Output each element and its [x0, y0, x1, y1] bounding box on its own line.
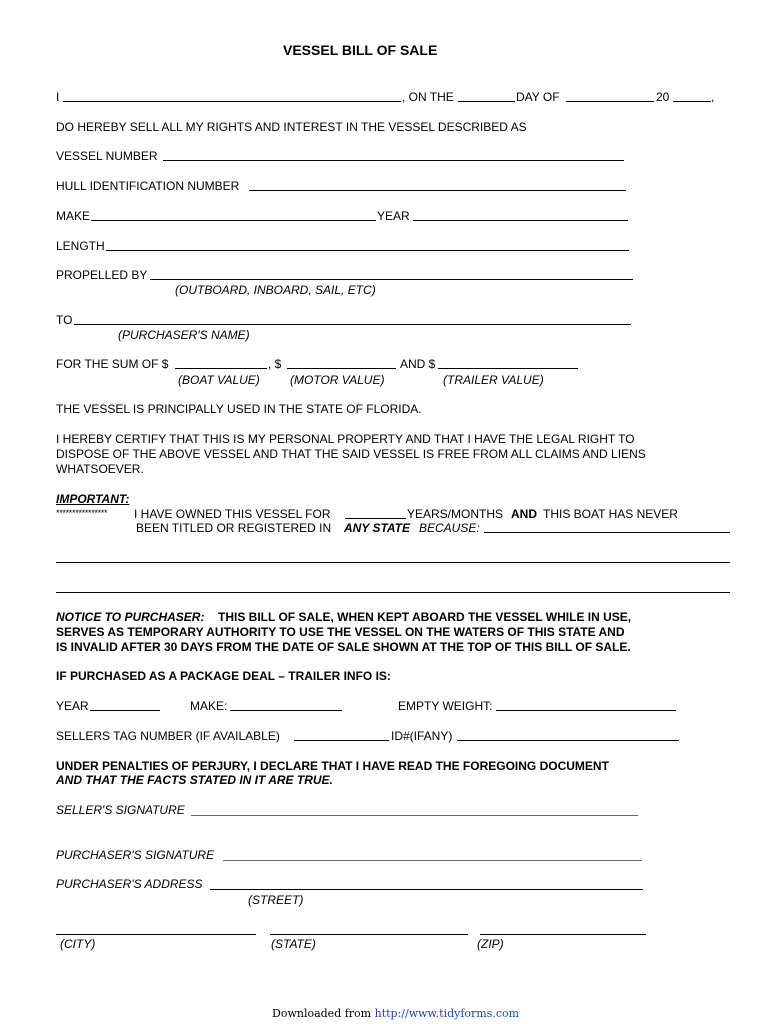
- propelled-by-label: PROPELLED BY: [56, 268, 148, 282]
- years-months-label: YEARS/MONTHS: [407, 507, 504, 521]
- any-state-label: ANY STATE: [344, 521, 411, 535]
- certify-line-3: WHATSOEVER.: [56, 462, 144, 476]
- year-prefix: 20: [656, 90, 670, 104]
- boat-value-line[interactable]: [175, 368, 267, 369]
- page-title: VESSEL BILL OF SALE: [283, 42, 438, 58]
- seller-prefix: I: [56, 90, 60, 104]
- street-hint: (STREET): [248, 893, 304, 907]
- perjury-line-2: AND THAT THE FACTS STATED IN IT ARE TRUE.: [56, 773, 333, 787]
- purchaser-name-line[interactable]: [74, 324, 631, 325]
- footer-link[interactable]: http://www.tidyforms.com: [374, 1007, 520, 1020]
- florida-statement: THE VESSEL IS PRINCIPALLY USED IN THE STATE OF FLORIDA.: [56, 402, 422, 416]
- never-label: THIS BOAT HAS NEVER: [543, 507, 678, 521]
- because-line-2[interactable]: [56, 562, 730, 563]
- important-stars: ****************: [56, 508, 108, 518]
- length-label: LENGTH: [56, 239, 105, 253]
- purchaser-signature-line[interactable]: [223, 860, 642, 861]
- owned-label: I HAVE OWNED THIS VESSEL FOR: [134, 507, 331, 521]
- trailer-value-hint: (TRAILER VALUE): [443, 373, 544, 387]
- owned-duration-line[interactable]: [345, 518, 406, 519]
- trailer-year-line[interactable]: [90, 710, 160, 711]
- trailer-year-label: YEAR: [56, 699, 89, 713]
- certify-line-2: DISPOSE OF THE ABOVE VESSEL AND THAT THE SAID VESSEL IS FREE FROM ALL CLAIMS AND LIENS: [56, 447, 646, 461]
- sellers-tag-line[interactable]: [294, 740, 389, 741]
- vessel-number-line[interactable]: [163, 160, 624, 161]
- to-label: TO: [56, 313, 73, 327]
- month-line[interactable]: [566, 101, 654, 102]
- length-line[interactable]: [106, 250, 629, 251]
- year-label: YEAR: [377, 209, 410, 223]
- trailer-make-label: MAKE:: [190, 699, 228, 713]
- because-line[interactable]: [484, 532, 730, 533]
- trailer-make-line[interactable]: [230, 710, 342, 711]
- vessel-year-line[interactable]: [413, 220, 628, 221]
- sum-separator: , $: [268, 357, 282, 371]
- line1-comma: ,: [711, 90, 715, 104]
- propelled-hint: (OUTBOARD, INBOARD, SAIL, ETC): [175, 283, 376, 297]
- purchaser-signature-label: PURCHASER'S SIGNATURE: [56, 848, 215, 862]
- propelled-by-line[interactable]: [150, 279, 633, 280]
- footer-prefix: Downloaded from: [272, 1007, 372, 1020]
- sum-label: FOR THE SUM OF $: [56, 357, 169, 371]
- trailer-heading: IF PURCHASED AS A PACKAGE DEAL – TRAILER INFO IS:: [56, 669, 391, 683]
- zip-line[interactable]: [480, 934, 646, 935]
- trailer-id-line[interactable]: [457, 740, 679, 741]
- notice-line-1: THIS BILL OF SALE, WHEN KEPT ABOARD THE VESSEL WHILE IN USE,: [218, 610, 632, 624]
- seller-signature-label: SELLER'S SIGNATURE: [56, 803, 185, 817]
- purchaser-hint: (PURCHASER'S NAME): [118, 328, 250, 342]
- because-line-3[interactable]: [56, 592, 730, 593]
- make-label: MAKE: [56, 209, 91, 223]
- state-line[interactable]: [270, 934, 468, 935]
- empty-weight-line[interactable]: [496, 710, 676, 711]
- vessel-number-label: VESSEL NUMBER: [56, 149, 158, 163]
- notice-line-3: IS INVALID AFTER 30 DAYS FROM THE DATE OF SALE SHOWN AT THE TOP OF THIS BILL OF SALE.: [56, 640, 631, 654]
- on-the-label: , ON THE: [402, 90, 454, 104]
- city-line[interactable]: [56, 934, 256, 935]
- make-line[interactable]: [91, 220, 376, 221]
- state-hint: (STATE): [271, 937, 316, 951]
- seller-name-line[interactable]: [63, 101, 401, 102]
- sell-statement: DO HEREBY SELL ALL MY RIGHTS AND INTEREST IN THE VESSEL DESCRIBED AS: [56, 120, 527, 134]
- empty-weight-label: EMPTY WEIGHT:: [398, 699, 493, 713]
- day-line[interactable]: [458, 101, 515, 102]
- purchaser-address-label: PURCHASER'S ADDRESS: [56, 877, 203, 891]
- certify-line-1: I HEREBY CERTIFY THAT THIS IS MY PERSONAL PROPERTY AND THAT I HAVE THE LEGAL RIGHT TO: [56, 432, 635, 446]
- trailer-id-label: ID#(IFANY): [391, 729, 453, 743]
- download-footer: [272, 1007, 519, 1021]
- seller-signature-line[interactable]: [191, 815, 638, 816]
- because-label: BECAUSE:: [419, 521, 480, 535]
- motor-value-line[interactable]: [287, 368, 396, 369]
- motor-value-hint: (MOTOR VALUE): [290, 373, 385, 387]
- boat-value-hint: (BOAT VALUE): [178, 373, 260, 387]
- and-label: AND: [511, 507, 537, 521]
- street-line[interactable]: [210, 889, 643, 890]
- important-label: IMPORTANT:: [56, 492, 130, 506]
- hull-id-label: HULL IDENTIFICATION NUMBER: [56, 179, 240, 193]
- year-line[interactable]: [673, 101, 711, 102]
- notice-label: NOTICE TO PURCHASER:: [56, 610, 205, 624]
- perjury-line-1: UNDER PENALTIES OF PERJURY, I DECLARE THAT I HAVE READ THE FOREGOING DOCUMENT: [56, 759, 609, 773]
- city-hint: (CITY): [60, 937, 96, 951]
- sum-and: AND $: [400, 357, 436, 371]
- notice-line-2: SERVES AS TEMPORARY AUTHORITY TO USE THE VESSEL ON THE WATERS OF THIS STATE AND: [56, 625, 625, 639]
- sellers-tag-label: SELLERS TAG NUMBER (IF AVAILABLE): [56, 729, 280, 743]
- zip-hint: (ZIP): [477, 937, 504, 951]
- titled-label: BEEN TITLED OR REGISTERED IN: [136, 521, 332, 535]
- hull-id-line[interactable]: [249, 190, 626, 191]
- trailer-value-line[interactable]: [438, 368, 578, 369]
- day-of-label: DAY OF: [516, 90, 560, 104]
